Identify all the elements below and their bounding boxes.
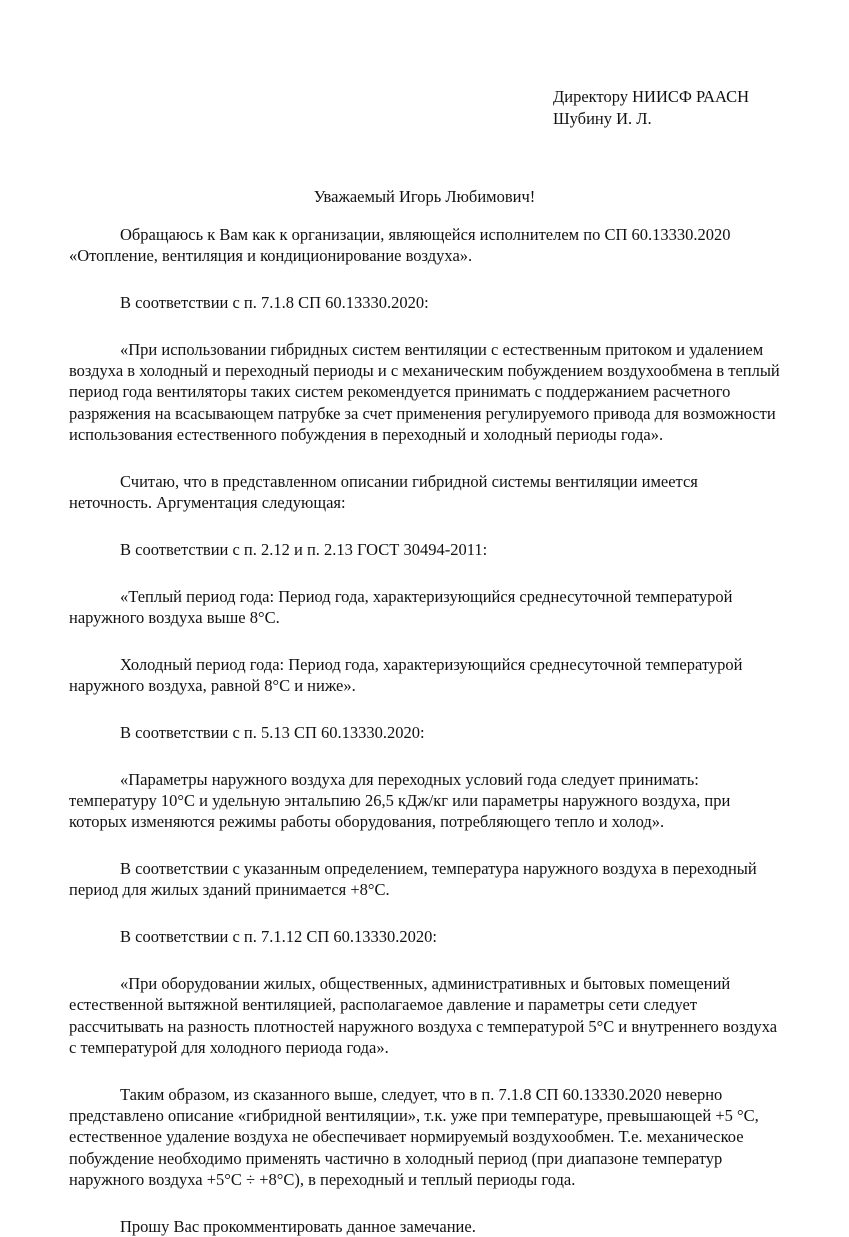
paragraph: «При оборудовании жилых, общественных, административных и бытовых помещений естественной вытяжной вентиляцией, располагаемое давление и параметры сети следует рассчитывать на разность плотностей наружного воздуха с температурой 5°С и внутреннего воздуха с температурой для холодного периода года». — [69, 974, 778, 1057]
paragraph: «Параметры наружного воздуха для переходных условий года следует принимать: температуру 10°С и удельную энтальпию 26,5 кДж/кг или параметры наружного воздуха, при которых изменяются режимы работы оборудования, потребляющего тепло и холод». — [69, 769, 731, 832]
paragraph: Таким образом, из сказанного выше, следует, что в п. 7.1.8 СП 60.13330.2020 неверно представлено описание «гибридной вентиляции», т.к. уже при температуре, превышающей +5 °С, естественное удаление воздуха не обеспечивает нормируемый воздухообмен. Т.е. механическое побуждение необходимо применять частично в холодный период (при диапазоне температур наружного воздуха +5°С ÷ +8°С), в переходный и теплый периоды года. — [69, 1084, 759, 1189]
paragraph: Считаю, что в представленном описании гибридной системы вентиляции имеется неточность. Аргументация следующая: — [69, 471, 698, 513]
letter-body — [69, 224, 784, 1237]
paragraph: В соответствии с п. 2.12 и п. 2.13 ГОСТ 30494-2011: — [120, 539, 488, 559]
addressee-block — [553, 86, 749, 130]
paragraph: В соответствии с п. 7.1.8 СП 60.13330.2020: — [120, 293, 429, 313]
paragraph: В соответствии с указанным определением, температура наружного воздуха в переходный период для жилых зданий принимается +8°С. — [69, 859, 757, 900]
paragraph: Прошу Вас прокомментировать данное замечание. — [120, 1216, 476, 1236]
paragraph: Холодный период года: Период года, характеризующийся среднесуточной температурой наружного воздуха, равной 8°С и ниже». — [69, 654, 743, 696]
paragraph: «При использовании гибридных систем вентиляции с естественным притоком и удалением воздуха в холодный и переходный периоды и с механическим побуждением воздухообмена в теплый период года вентиляторы таких систем рекомендуется принимать с поддержанием расчетного разряжения на всасывающем патрубке за счет применения регулируемого привода для возможности использования естественного побуждения в переходный и холодный периоды года». — [69, 339, 780, 445]
addressee-name: Шубину И. Л. — [553, 109, 652, 128]
salutation: Уважаемый Игорь Любимович! — [313, 187, 536, 206]
paragraph: Обращаюсь к Вам как к организации, являющейся исполнителем по СП 60.13330.2020 «Отопление, вентиляция и кондиционирование воздуха». — [69, 225, 731, 266]
addressee-position: Директору НИИСФ РААСН — [553, 87, 750, 106]
paragraph: «Теплый период года: Период года, характеризующийся среднесуточной температурой наружного воздуха выше 8°С. — [69, 586, 733, 628]
paragraph: В соответствии с п. 5.13 СП 60.13330.2020: — [120, 722, 425, 742]
paragraph: В соответствии с п. 7.1.12 СП 60.13330.2020: — [120, 927, 438, 947]
